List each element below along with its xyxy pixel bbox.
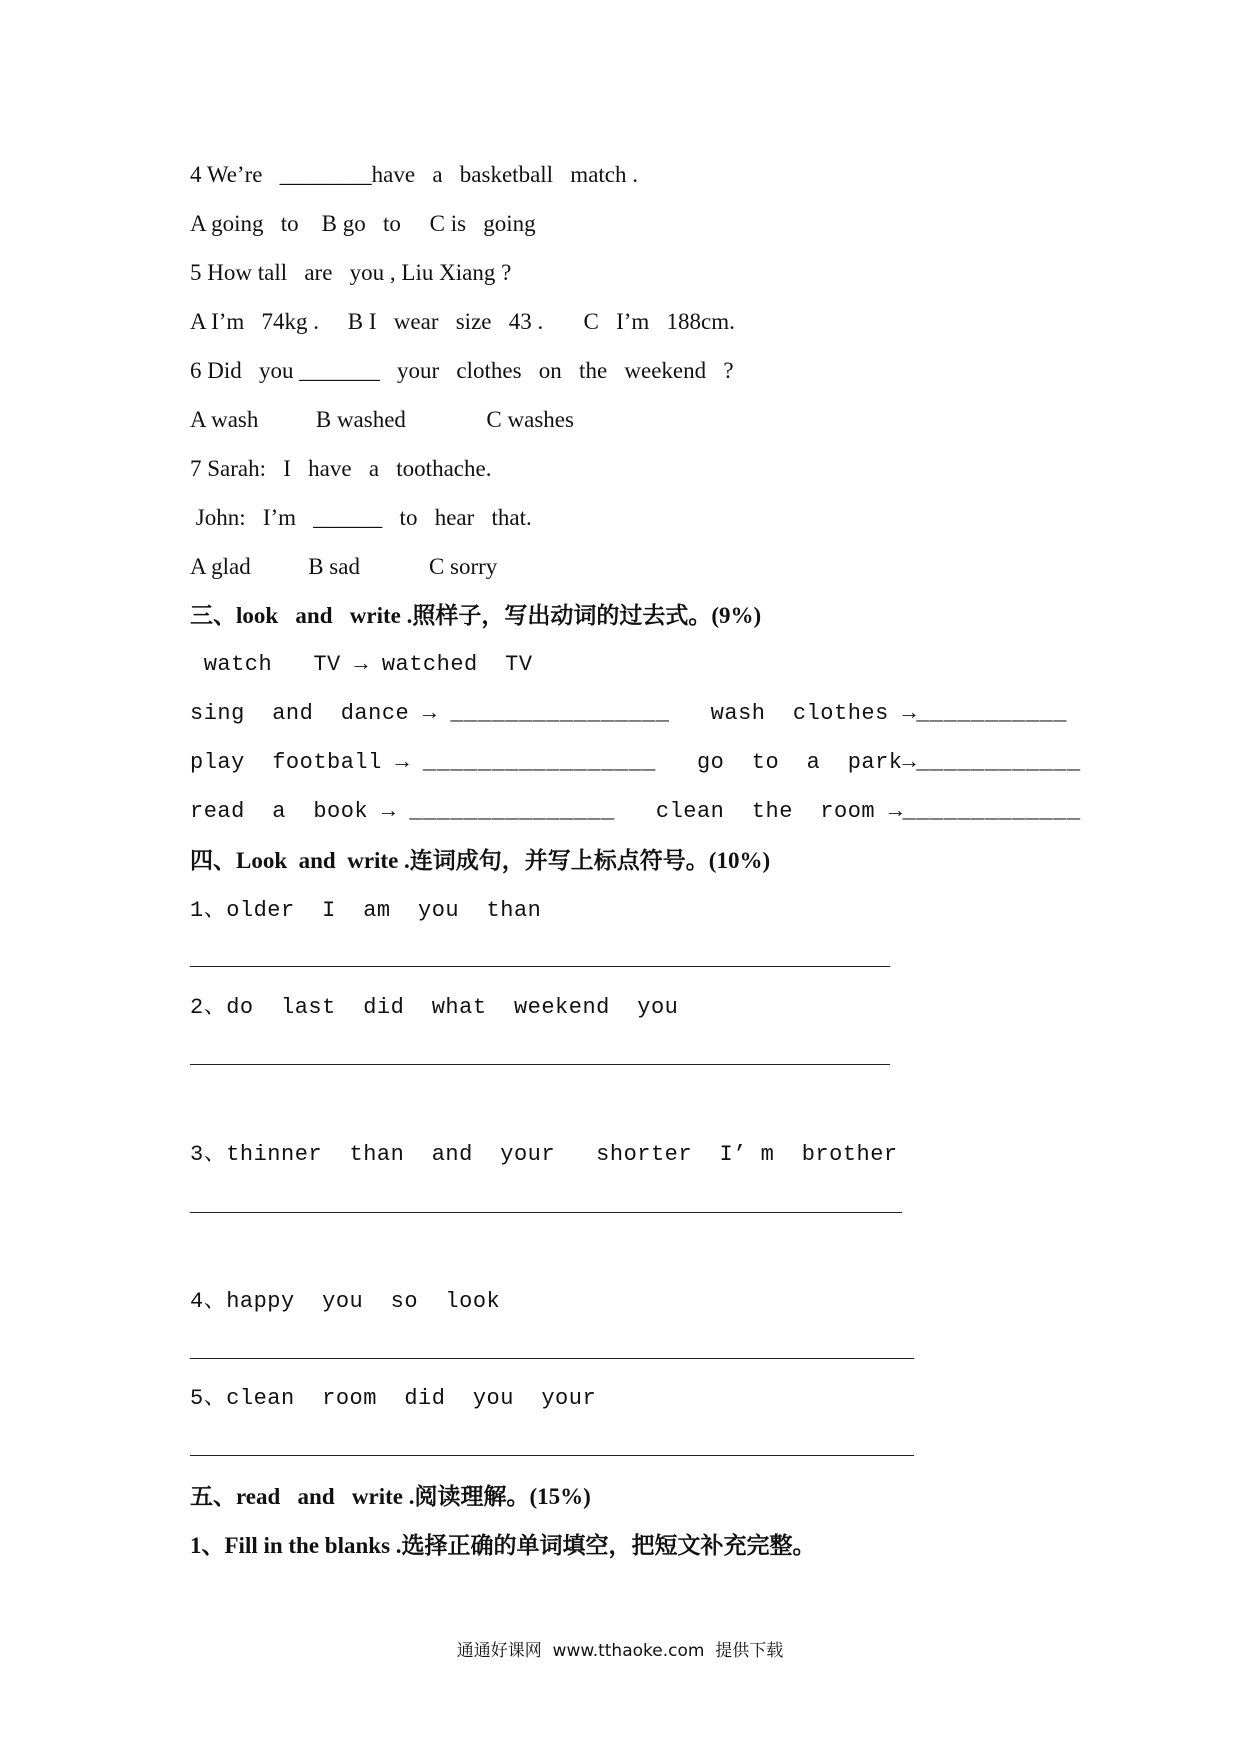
section-3-title: 三、look and write .照样子，写出动词的过去式。(9%) [190, 603, 762, 628]
section-4-item-2: 2、do last did what weekend you [190, 995, 679, 1020]
question-6-stem: 6 Did you _______ your clothes on the weekend ? [190, 358, 734, 383]
section-5-title: 五、read and write .阅读理解。(15%) [190, 1484, 591, 1509]
question-5-stem: 5 How tall are you , Liu Xiang ? [190, 260, 512, 285]
section-3-row-2: play football → _________________ go to a park→____________ [190, 750, 1081, 775]
question-7-line-1: 7 Sarah: I have a toothache. [190, 456, 492, 481]
question-5-options: A I’m 74kg . B I wear size 43 . C I’m 188cm. [190, 309, 735, 334]
section-5-subtitle-1: 1、Fill in the blanks .选择正确的单词填空，把短文补充完整。 [190, 1533, 816, 1558]
page-footer: 通通好课网 www.tthaoke.com 提供下载 [456, 1641, 784, 1661]
section-4-title: 四、Look and write .连词成句，并写上标点符号。(10%) [190, 848, 771, 873]
answer-line-4 [190, 1358, 914, 1359]
answer-line-3 [190, 1212, 902, 1213]
question-7-options: A glad B sad C sorry [190, 554, 498, 579]
section-3-row-1: sing and dance → ________________ wash clothes →___________ [190, 701, 1067, 726]
answer-line-5 [190, 1455, 914, 1456]
section-4-item-5: 5、clean room did you your [190, 1386, 597, 1411]
section-3-row-3: read a book → _______________ clean the room →_____________ [190, 799, 1081, 824]
question-4-stem: 4 We’re ________have a basketball match . [190, 162, 639, 187]
section-4-item-1: 1、older I am you than [190, 898, 542, 923]
section-4-item-3: 3、thinner than and your shorter I’ m brother [190, 1142, 898, 1167]
section-3-example: watch TV → watched TV [190, 652, 533, 677]
section-4-item-4: 4、happy you so look [190, 1289, 501, 1314]
answer-line-1 [190, 966, 890, 967]
question-6-options: A wash B washed C washes [190, 407, 574, 432]
question-7-line-2: John: I’m ______ to hear that. [190, 505, 532, 530]
question-4-options: A going to B go to C is going [190, 211, 536, 236]
answer-line-2 [190, 1064, 890, 1065]
